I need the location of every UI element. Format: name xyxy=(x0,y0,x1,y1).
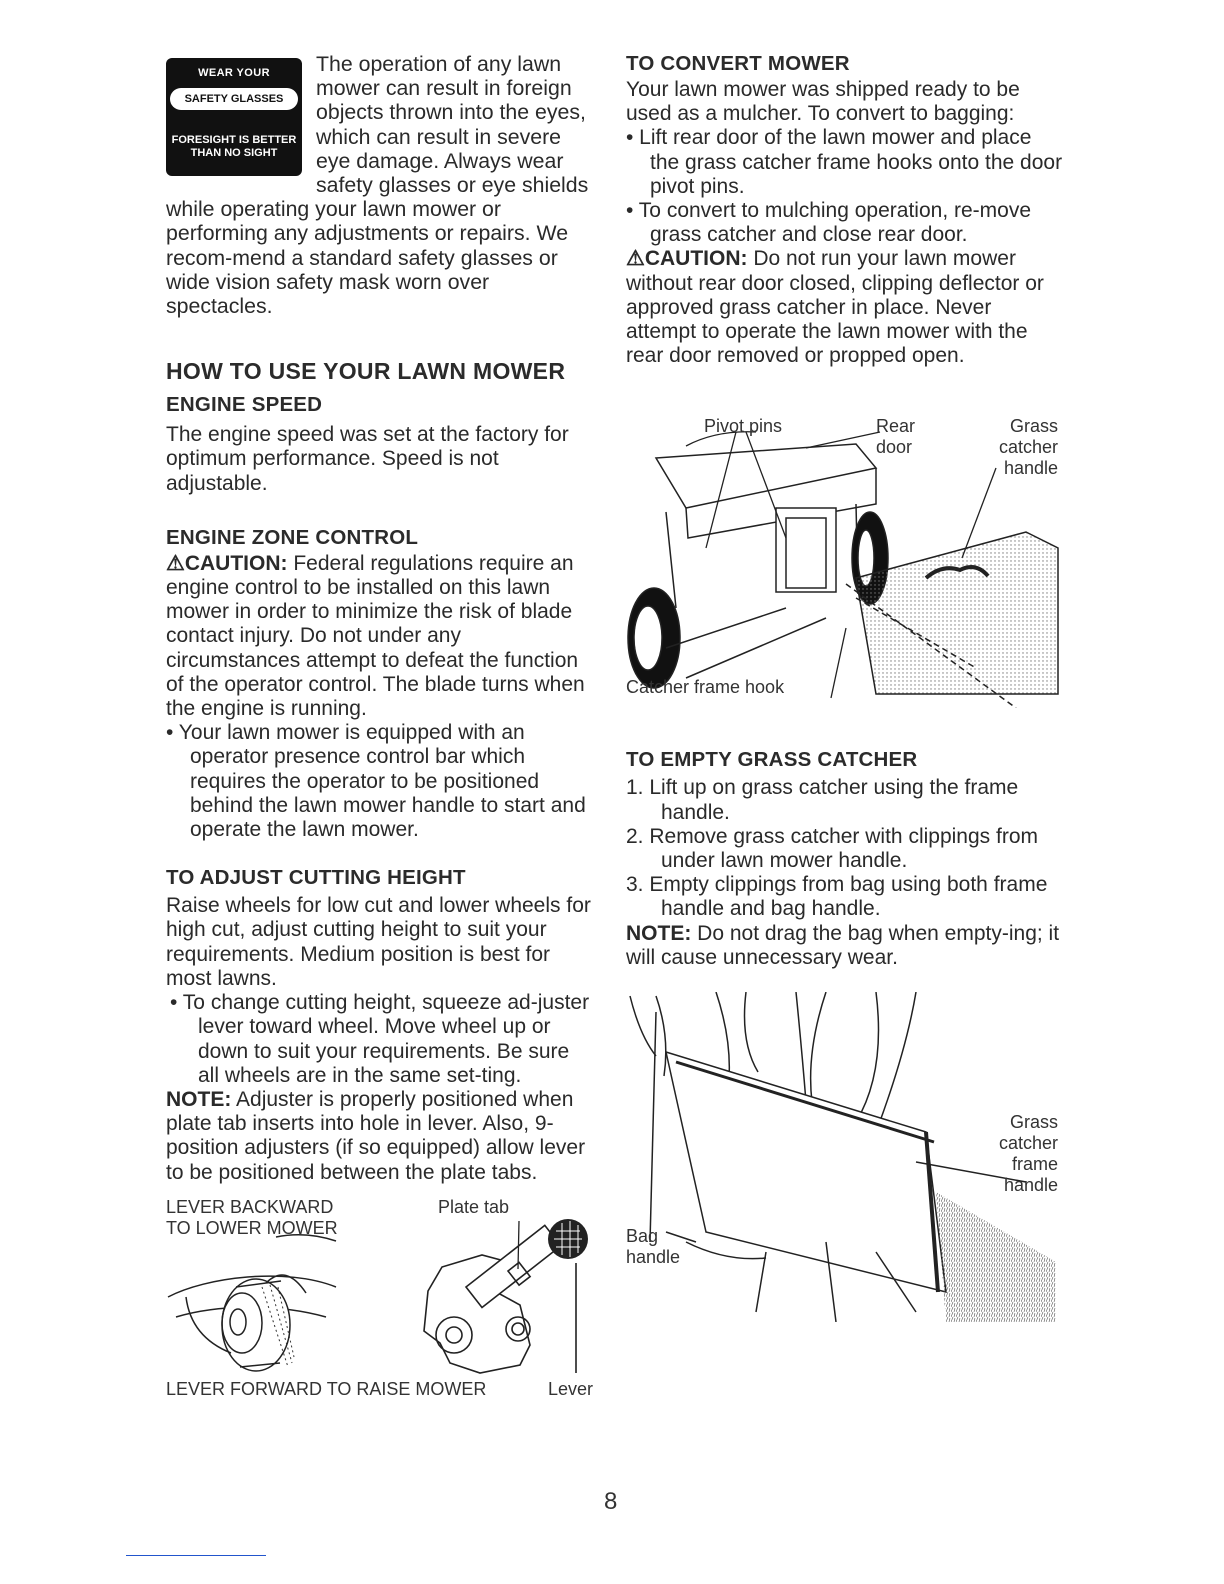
label-grass-catcher-handle xyxy=(988,416,1058,479)
cutting-height-heading: TO ADJUST CUTTING HEIGHT xyxy=(166,866,466,890)
label-lever-backward-line2: TO LOWER MOWER xyxy=(166,1217,338,1238)
empty-step-3: 3. Empty clippings from bag using both frame handle and bag handle. xyxy=(626,873,1048,921)
label-catcher: catcher xyxy=(998,437,1058,458)
note-label: NOTE: xyxy=(166,1087,232,1111)
footer-rule xyxy=(126,1555,266,1556)
convert-heading: TO CONVERT MOWER xyxy=(626,52,850,75)
badge-bottom-line-2: THAN NO SIGHT xyxy=(190,147,278,159)
cutting-height-bullet: • To change cutting height, squeeze ad-juster lever toward wheel. Move wheel up or down to suit your requirements. Be sure all wheels are in the same set-ting. xyxy=(170,991,590,1087)
label-rear-door xyxy=(876,416,915,458)
convert-caution xyxy=(626,247,1066,368)
label-handle: handle xyxy=(1003,458,1058,479)
safety-paragraph: The operation of any lawn mower can result in foreign objects thrown into the eyes, which can result in severe eye damage. Always wear safety glasses or eye shields while operating your lawn mower or performing any adjustments or repairs. We recom-mend a standard safety glasses or wide vision safety mask worn over spectacles. xyxy=(166,52,589,319)
convert-bullet-2: • To convert to mulching operation, re-move grass catcher and close rear door. xyxy=(626,199,1031,247)
cutting-height-figure xyxy=(166,1197,596,1403)
label-grass: Grass xyxy=(1009,416,1058,437)
empty-note-text: Do not drag the bag when empty-ing; it will cause unnecessary wear. xyxy=(626,921,1060,969)
safety-glasses-icon xyxy=(166,58,302,176)
label-bag-handle xyxy=(626,1226,680,1268)
empty-note xyxy=(626,922,1066,970)
label-catcher-frame-hook: Catcher frame hook xyxy=(626,677,785,698)
empty-figure xyxy=(626,992,1066,1322)
engine-zone-bullet: • Your lawn mower is equipped with an operator presence control bar which requires the operator to be positioned behind the lawn mower handle to start and operate the lawn mower. xyxy=(166,721,586,842)
label-door: door xyxy=(876,437,913,458)
note-text: Adjuster is properly positioned when plate tab inserts into hole in lever. Also, 9-position adjusters (if so equipped) allow lever to be positioned between the plate tabs. xyxy=(166,1087,586,1184)
label-lever-backward xyxy=(166,1197,338,1239)
convert-caution-text: Do not run your lawn mower without rear door closed, clipping deflector or approved grass catcher in place. Never attempt to operate the lawn mower with the rear door removed or propped open. xyxy=(626,247,1044,368)
right-column xyxy=(626,52,1066,1322)
empty-step-1: 1. Lift up on grass catcher using the frame handle. xyxy=(626,776,1019,824)
label-bag-handle-word: handle xyxy=(626,1247,681,1268)
convert-caution-label: ⚠CAUTION: xyxy=(626,247,748,271)
left-column xyxy=(166,52,596,1403)
convert-paragraph: Your lawn mower was shipped ready to be used as a mulcher. To convert to bagging: xyxy=(626,78,1020,126)
cutting-height-paragraph: Raise wheels for low cut and lower wheels for high cut, adjust cutting height to suit your requirements. Medium position is best for most lawns. xyxy=(166,894,591,990)
badge-bottom-text xyxy=(166,134,302,160)
badge-top-text: WEAR YOUR xyxy=(198,67,270,79)
empty-note-label: NOTE: xyxy=(626,921,692,945)
label-empty-catcher: catcher xyxy=(998,1133,1058,1154)
label-plate-tab: Plate tab xyxy=(438,1196,510,1217)
label-bag: Bag xyxy=(626,1226,659,1247)
badge-bottom-line-1: FORESIGHT IS BETTER xyxy=(171,134,297,146)
empty-step-2: 2. Remove grass catcher with clippings from under lawn mower handle. xyxy=(626,824,1038,873)
convert-bullet-1: • Lift rear door of the lawn mower and place the grass catcher frame hooks onto the door pivot pins. xyxy=(626,126,1063,198)
badge-middle-text: SAFETY GLASSES xyxy=(170,88,298,110)
label-pivot-pins: Pivot pins xyxy=(704,416,783,437)
engine-zone-caution xyxy=(166,552,596,721)
convert-figure xyxy=(626,408,1066,708)
label-empty-handle: handle xyxy=(1003,1175,1058,1196)
engine-zone-heading: ENGINE ZONE CONTROL xyxy=(166,525,419,549)
label-lever-backward-line1: LEVER BACKWARD xyxy=(166,1196,334,1217)
label-empty-frame: frame xyxy=(1011,1154,1058,1175)
page-number: 8 xyxy=(604,1488,618,1515)
label-lever-forward: LEVER FORWARD TO RAISE MOWER xyxy=(166,1378,487,1399)
label-grass-catcher-frame-handle xyxy=(988,1112,1058,1196)
label-lever: Lever xyxy=(548,1378,594,1399)
caution-text: Federal regulations require an engine control to be installed on this lawn mower in order to minimize the risk of blade contact injury. Do not under any circumstances attempt to defeat the function of the operator control. The blade turns when the engine is running. xyxy=(166,551,585,721)
engine-speed-paragraph: The engine speed was set at the factory for optimum performance. Speed is not adjustable. xyxy=(166,423,569,495)
empty-catcher-heading: TO EMPTY GRASS CATCHER xyxy=(626,748,918,772)
cutting-height-note xyxy=(166,1088,596,1185)
section-title-how-to-use: HOW TO USE YOUR LAWN MOWER xyxy=(166,358,566,385)
caution-label: ⚠CAUTION: xyxy=(166,551,288,575)
engine-speed-heading: ENGINE SPEED xyxy=(166,393,323,417)
label-empty-grass: Grass xyxy=(1009,1112,1058,1133)
label-rear: Rear xyxy=(876,416,916,437)
